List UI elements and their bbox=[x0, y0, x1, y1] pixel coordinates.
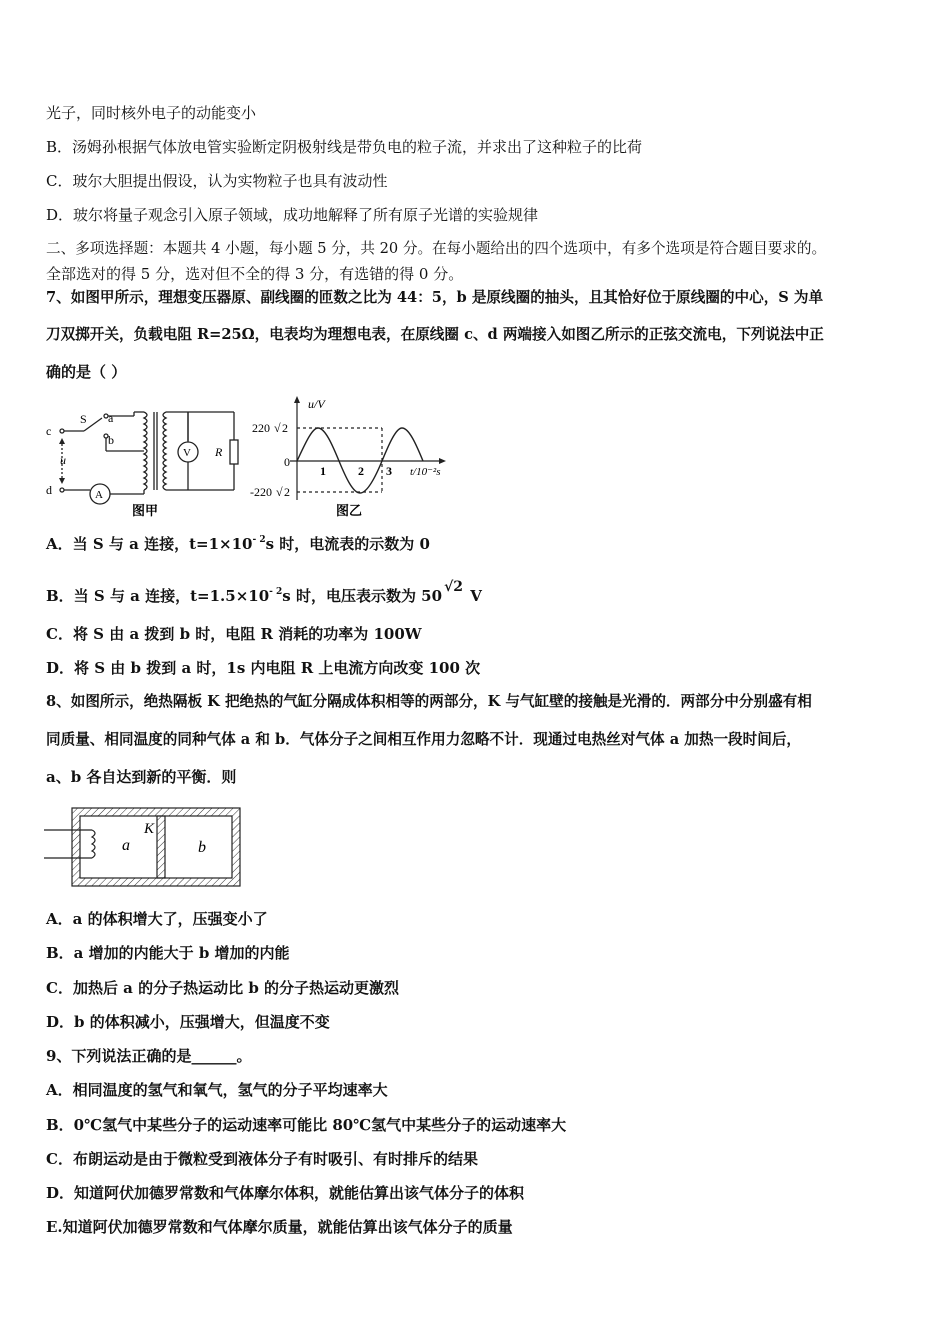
section-heading-line2: 全部选对的得 5 分，选对但不全的得 3 分，有选错的得 0 分。 bbox=[46, 265, 464, 283]
q9-option-e: E.知道阿伏加德罗常数和气体摩尔质量，就能估算出该气体分子的质量 bbox=[46, 1218, 513, 1236]
fig-jia-label-a: a bbox=[108, 411, 114, 425]
fig-yi-radicand-top: 2 bbox=[282, 421, 288, 435]
q8-option-b: B．a 增加的内能大于 b 增加的内能 bbox=[46, 944, 290, 962]
q7-figure-yi bbox=[250, 392, 456, 520]
fig-jia-label-d: d bbox=[46, 483, 52, 497]
fig-yi-caption: 图乙 bbox=[336, 503, 363, 518]
q8-label-k: K bbox=[144, 821, 155, 837]
q8-option-d: D．b 的体积减小，压强增大，但温度不变 bbox=[46, 1013, 330, 1031]
prev-option-d: D．玻尔将量子观念引入原子领域，成功地解释了所有原子光谱的实验规律 bbox=[46, 206, 539, 224]
fig-yi-sqrt-sign-bottom: √ bbox=[276, 485, 283, 499]
q8-option-a: A．a 的体积增大了，压强变小了 bbox=[46, 910, 268, 928]
q8-option-c: C．加热后 a 的分子热运动比 b 的分子热运动更激烈 bbox=[46, 979, 400, 997]
fig-jia-label-b: b bbox=[108, 433, 114, 447]
section-heading-line1: 二、多项选择题：本题共 4 小题，每小题 5 分，共 20 分。在每小题给出的四个选项中，有多个选项是符合题目要求的。 bbox=[46, 240, 827, 257]
fig-yi-xlabel: t/10⁻²s bbox=[410, 466, 441, 478]
prev-option-b: B．汤姆孙根据气体放电管实验断定阴极射线是带负电的粒子流，并求出了这种粒子的比荷 bbox=[46, 138, 643, 156]
q9-stem: 9、下列说法正确的是______。 bbox=[46, 1047, 252, 1065]
q7-option-c: C．将 S 由 a 拨到 b 时，电阻 R 消耗的功率为 100W bbox=[46, 625, 422, 643]
q8-label-a: a bbox=[122, 837, 130, 854]
fig-jia-label-s: S bbox=[80, 412, 87, 426]
fig-yi-ybottom: -220 bbox=[250, 485, 272, 499]
prev-question-tail: 光子，同时核外电子的动能变小 bbox=[46, 104, 257, 122]
fig-yi-tick-2: 2 bbox=[358, 464, 364, 478]
fig-yi-ylabel: u/V bbox=[308, 397, 325, 411]
q9-option-d: D．知道阿伏加德罗常数和气体摩尔体积，就能估算出该气体分子的体积 bbox=[46, 1184, 525, 1202]
q9-option-b: B．0℃氢气中某些分子的运动速率可能比 80℃氢气中某些分子的运动速率大 bbox=[46, 1116, 567, 1134]
fig-yi-radicand-bottom: 2 bbox=[284, 485, 290, 499]
q8-stem-line1: 8、如图所示，绝热隔板 K 把绝热的气缸分隔成体积相等的两部分，K 与气缸壁的接触是光滑的．两部分中分别盛有相 bbox=[46, 693, 812, 710]
q9-option-c: C．布朗运动是由于微粒受到液体分子有时吸引、有时排斥的结果 bbox=[46, 1150, 478, 1168]
fig-yi-tick-3: 3 bbox=[386, 464, 392, 478]
fig-jia-caption: 图甲 bbox=[132, 503, 159, 518]
fig-jia-ammeter-label: A bbox=[95, 489, 103, 501]
fig-yi-origin: 0 bbox=[284, 455, 290, 469]
q8-stem-line3: a、b 各自达到新的平衡．则 bbox=[46, 768, 237, 786]
fig-jia-label-r: R bbox=[215, 445, 223, 459]
fig-jia-label-u: u bbox=[60, 453, 66, 467]
prev-option-c: C．玻尔大胆提出假设，认为实物粒子也具有波动性 bbox=[46, 172, 388, 190]
fig-jia-voltmeter-label: V bbox=[183, 447, 191, 459]
fig-yi-sqrt-sign-top: √ bbox=[274, 421, 281, 435]
q8-cylinder-figure bbox=[44, 806, 244, 890]
fig-yi-ytop: 220 bbox=[252, 421, 270, 435]
q7-stem-line1: 7、如图甲所示，理想变压器原、副线圈的匝数之比为 44：5，b 是原线圈的抽头，且其恰好位于原线圈的中心，S 为单 bbox=[46, 289, 824, 306]
fig-yi-tick-1: 1 bbox=[320, 464, 326, 478]
q7-figure-jia bbox=[44, 398, 248, 520]
q7-option-b: B．当 S 与 a 连接，$t=1.5\times 10^{- 2}s$ 时，电压表示数为 50 √2 V bbox=[46, 579, 482, 605]
q8-stem-line2: 同质量、相同温度的同种气体 a 和 b．气体分子之间相互作用力忽略不计．现通过电热丝对气体 a 加热一段时间后， bbox=[46, 731, 802, 748]
q8-label-b: b bbox=[198, 839, 206, 856]
q7-stem-line3: 确的是（ ） bbox=[46, 363, 127, 381]
q9-option-a: A．相同温度的氢气和氧气，氢气的分子平均速率大 bbox=[46, 1081, 388, 1099]
q7-option-a: A．当 S 与 a 连接，$t=1\times 10^{- 2}s$ 时，电流表的示数为 0 bbox=[46, 535, 430, 553]
fig-jia-label-c: c bbox=[46, 424, 52, 438]
q7-stem-line2: 刀双掷开关，负载电阻 R=25Ω，电表均为理想电表，在原线圈 c、d 两端接入如图乙所示的正弦交流电，下列说法中正 bbox=[46, 326, 824, 343]
q7-option-d: D．将 S 由 b 拨到 a 时，1s 内电阻 R 上电流方向改变 100 次 bbox=[46, 659, 481, 677]
